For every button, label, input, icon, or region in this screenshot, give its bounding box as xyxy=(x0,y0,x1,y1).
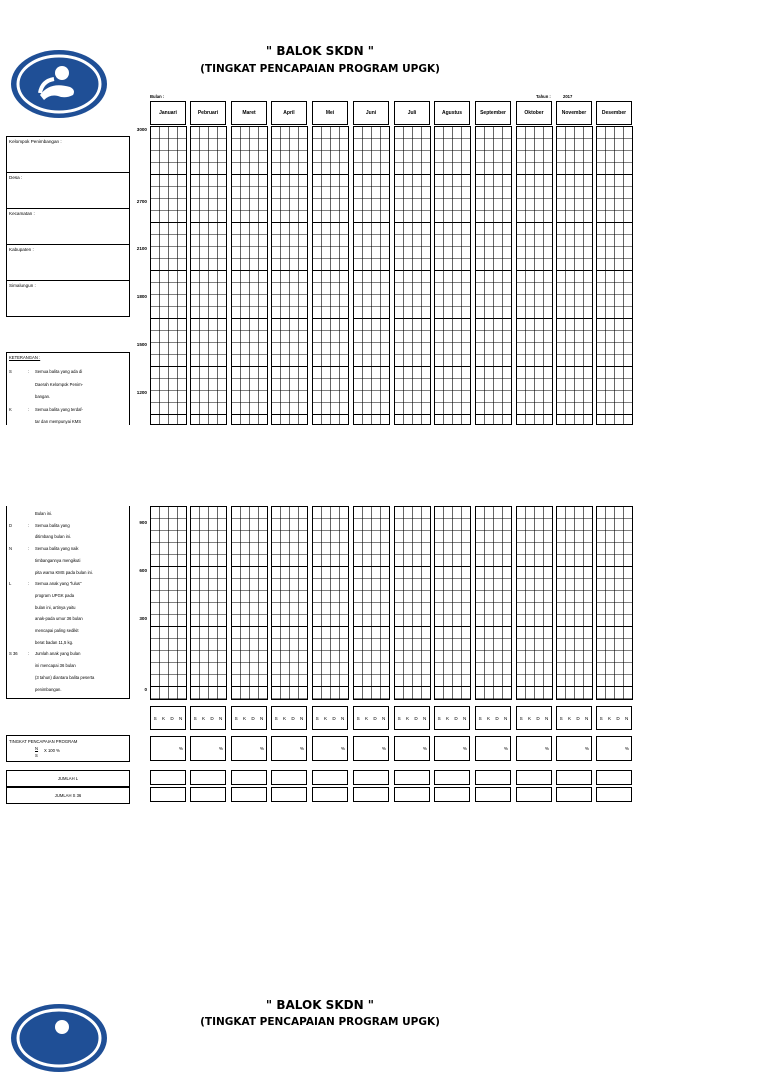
skdn-letter: N xyxy=(179,715,183,721)
skdn-letter: N xyxy=(504,715,508,721)
legend-text: ditimbang bulan ini. xyxy=(35,534,72,540)
y-tick-label: 0 xyxy=(144,687,147,692)
skdn-letters xyxy=(516,706,552,730)
percent-cell: % xyxy=(556,736,592,761)
jumlah-s36-cell xyxy=(394,787,430,802)
legend-text: Jumlah anak yang bulan xyxy=(35,651,81,657)
legend-colon: : xyxy=(28,651,30,657)
tahun-value: 2017 xyxy=(563,94,573,99)
health-logo-footer xyxy=(10,1003,108,1073)
jumlah-l-cell xyxy=(596,770,632,785)
percent-cell: % xyxy=(353,736,389,761)
month-header: April xyxy=(271,101,307,125)
skdn-letter: D xyxy=(495,715,499,721)
legend-text: Semua balita yang xyxy=(35,522,70,528)
formula-denominator: S xyxy=(35,753,38,758)
footer-subtitle: (TINGKAT PENCAPAIAN PROGRAM UPGK) xyxy=(200,1016,440,1028)
skdn-letter: S xyxy=(599,715,603,721)
legend-colon: : xyxy=(28,369,30,374)
bulan-label: Bulan : xyxy=(150,94,165,99)
y-tick-label: 1800 xyxy=(136,294,147,299)
footer-title: " BALOK SKDN " xyxy=(265,998,375,1012)
month-header: September xyxy=(475,101,511,125)
skdn-letter: K xyxy=(283,715,287,721)
month-grid-column xyxy=(556,126,593,425)
month-grid-column xyxy=(516,126,553,425)
skdn-letter: D xyxy=(454,715,458,721)
legend-key: N xyxy=(9,546,13,552)
legend-key: L xyxy=(9,581,12,587)
month-header: Maret xyxy=(231,101,267,125)
month-grid-column xyxy=(556,506,593,700)
legend-text: tar dan mempunyai KMS xyxy=(35,419,82,424)
keterangan-heading: KETERANGAN : xyxy=(9,355,41,360)
skdn-letter: K xyxy=(568,715,572,721)
skdn-letter: D xyxy=(291,715,295,721)
skdn-letter: K xyxy=(446,715,450,721)
percent-cell: % xyxy=(190,736,226,761)
info-field xyxy=(6,280,130,317)
legend-text: Daerah Kelompok Penim- xyxy=(35,381,83,387)
month-grid-column xyxy=(394,506,431,700)
info-field xyxy=(6,136,130,173)
jumlah-s36-cell xyxy=(434,787,470,802)
skdn-letter: K xyxy=(162,715,166,721)
legend-key: S xyxy=(9,369,12,374)
month-grid-column xyxy=(150,506,187,700)
jumlah-l-cell xyxy=(556,770,592,785)
jumlah-l-cell xyxy=(434,770,470,785)
month-grid-column xyxy=(231,506,268,700)
skdn-letters xyxy=(475,706,511,730)
skdn-letter: N xyxy=(300,715,304,721)
skdn-letter: D xyxy=(170,715,174,721)
jumlah-l-cell xyxy=(394,770,430,785)
skdn-letter: K xyxy=(243,715,247,721)
skdn-letter: D xyxy=(536,715,540,721)
skdn-letter: K xyxy=(608,715,612,721)
month-grid-column xyxy=(394,126,431,425)
month-grid-column xyxy=(190,506,227,700)
skdn-letter: S xyxy=(193,715,197,721)
percent-cell: % xyxy=(150,736,186,761)
month-grid-column xyxy=(312,506,349,700)
legend-key: K xyxy=(9,406,12,412)
legend-text: bulan ini, artinya yaitu xyxy=(35,604,76,610)
percent-cell: % xyxy=(271,736,307,761)
skdn-letter: S xyxy=(437,715,441,721)
skdn-letter: D xyxy=(373,715,377,721)
skdn-letter: K xyxy=(528,715,532,721)
legend-text: berat badan 11,5 kg. xyxy=(35,639,74,645)
skdn-letter: N xyxy=(219,715,223,721)
skdn-letter: D xyxy=(251,715,255,721)
jumlah-l-cell xyxy=(271,770,307,785)
skdn-letter: S xyxy=(153,715,157,721)
formula-multiplier: X 100 % xyxy=(44,748,60,753)
jumlah-s36-cell xyxy=(516,787,552,802)
skdn-letters xyxy=(190,706,226,730)
month-header: Agustus xyxy=(434,101,470,125)
y-tick-label: 1500 xyxy=(136,342,147,347)
month-header: Mei xyxy=(312,101,348,125)
skdn-letter: N xyxy=(382,715,386,721)
skdn-letter: N xyxy=(341,715,345,721)
skdn-letter: S xyxy=(519,715,523,721)
tahun-label: Tahun : xyxy=(536,94,551,99)
page-subtitle: (TINGKAT PENCAPAIAN PROGRAM UPGK) xyxy=(200,63,440,75)
legend-colon: : xyxy=(28,406,30,412)
jumlah-l-cell xyxy=(231,770,267,785)
month-grid-column xyxy=(150,126,187,425)
skdn-letters xyxy=(596,706,632,730)
info-field-label: Kelompok Penimbangan : xyxy=(9,139,62,144)
skdn-letter: S xyxy=(356,715,360,721)
legend-text: (3 tahun) diantara balita peserta xyxy=(35,674,95,680)
jumlah-l-cell xyxy=(516,770,552,785)
legend-text: anak-pada umur 36 bulan xyxy=(35,616,83,622)
skdn-letter: D xyxy=(616,715,620,721)
jumlah-s36-cell xyxy=(271,787,307,802)
jumlah-l-cell xyxy=(312,770,348,785)
info-field-label: Kecamatan : xyxy=(9,211,35,216)
month-grid-column xyxy=(190,126,227,425)
tingkat-label: TINGKAT PENCAPAIAN PROGRAM xyxy=(9,739,78,744)
y-tick-label: 2100 xyxy=(136,246,147,251)
info-field xyxy=(6,208,130,245)
skdn-letters xyxy=(394,706,430,730)
info-field xyxy=(6,244,130,281)
percent-cell: % xyxy=(516,736,552,761)
month-grid-column xyxy=(596,506,633,700)
legend-text: bangan. xyxy=(35,394,51,399)
percent-cell: % xyxy=(312,736,348,761)
health-logo xyxy=(10,49,108,119)
legend-text: pita warna KMS pada bulan ini. xyxy=(35,569,93,575)
skdn-letter: K xyxy=(406,715,410,721)
jumlah-s36-cell xyxy=(231,787,267,802)
skdn-letter: K xyxy=(202,715,206,721)
skdn-letter: N xyxy=(545,715,549,721)
skdn-letters xyxy=(434,706,470,730)
info-field-label: Kabupaten : xyxy=(9,247,34,252)
info-field xyxy=(6,172,130,209)
percent-cell: % xyxy=(596,736,632,761)
skdn-letters xyxy=(271,706,307,730)
jumlah-s36-cell xyxy=(475,787,511,802)
skdn-letter: D xyxy=(414,715,418,721)
month-header: Juni xyxy=(353,101,389,125)
skdn-letters xyxy=(231,706,267,730)
skdn-letter: D xyxy=(332,715,336,721)
y-tick-label: 300 xyxy=(139,616,147,621)
y-tick-label: 1200 xyxy=(136,390,147,395)
month-grid-column xyxy=(475,126,512,425)
legend-colon: : xyxy=(28,581,30,587)
month-grid-column xyxy=(271,126,308,425)
skdn-letters xyxy=(556,706,592,730)
y-tick-label: 900 xyxy=(139,520,147,525)
skdn-letters xyxy=(353,706,389,730)
skdn-letter: S xyxy=(274,715,278,721)
percent-cell: % xyxy=(475,736,511,761)
skdn-letter: N xyxy=(260,715,264,721)
legend-key: S 36 xyxy=(9,651,18,657)
tingkat-box xyxy=(6,735,130,762)
jumlah-l-cell xyxy=(190,770,226,785)
skdn-letters xyxy=(312,706,348,730)
skdn-letter: S xyxy=(315,715,319,721)
legend-text: Semua balita yang terdaf- xyxy=(35,406,83,412)
keterangan-box-bottom xyxy=(6,506,130,699)
jumlah-s36-label: JUMLAH S 36 xyxy=(6,787,130,804)
legend-colon: : xyxy=(28,522,30,528)
jumlah-s36-cell xyxy=(353,787,389,802)
skdn-letter: N xyxy=(423,715,427,721)
percent-cell: % xyxy=(434,736,470,761)
month-grid-column xyxy=(475,506,512,700)
skdn-letter: K xyxy=(324,715,328,721)
month-grid-column xyxy=(353,126,390,425)
skdn-letter: N xyxy=(585,715,589,721)
page-title: " BALOK SKDN " xyxy=(265,44,375,58)
jumlah-s36-cell xyxy=(596,787,632,802)
month-grid-column xyxy=(434,126,471,425)
legend-text: timbangannya mengikuti xyxy=(35,557,81,563)
jumlah-l-cell xyxy=(475,770,511,785)
jumlah-l-cell xyxy=(150,770,186,785)
legend-key: D xyxy=(9,522,13,528)
info-field-label: Simalungun : xyxy=(9,283,36,288)
month-header: Januari xyxy=(150,101,186,125)
skdn-letters xyxy=(150,706,186,730)
y-tick-label: 600 xyxy=(139,568,147,573)
skdn-letter: K xyxy=(487,715,491,721)
info-field-label: Desa : xyxy=(9,175,23,180)
skdn-letter: N xyxy=(463,715,467,721)
month-header: November xyxy=(556,101,592,125)
jumlah-l-cell xyxy=(353,770,389,785)
month-grid-column xyxy=(596,126,633,425)
y-tick-label: 3000 xyxy=(136,127,147,132)
jumlah-l-label: JUMLAH L xyxy=(6,770,130,787)
percent-cell: % xyxy=(231,736,267,761)
skdn-letter: N xyxy=(625,715,629,721)
legend-text: Semua balita yang naik xyxy=(35,546,79,552)
legend-colon: : xyxy=(28,546,30,552)
keterangan-box-top xyxy=(6,352,130,425)
month-grid-column xyxy=(271,506,308,700)
month-header: Oktober xyxy=(516,101,552,125)
skdn-letter: D xyxy=(210,715,214,721)
formula-numerator: N xyxy=(35,746,39,751)
skdn-letter: K xyxy=(365,715,369,721)
month-header: Desember xyxy=(596,101,632,125)
legend-text: mencapai paling sedikit xyxy=(35,628,79,633)
jumlah-s36-cell xyxy=(312,787,348,802)
jumlah-s36-cell xyxy=(556,787,592,802)
skdn-letter: S xyxy=(234,715,238,721)
skdn-letter: S xyxy=(478,715,482,721)
legend-text: Semua anak yang "lulus" xyxy=(35,581,82,587)
jumlah-s36-cell xyxy=(190,787,226,802)
legend-text: penimbangan. xyxy=(35,686,62,692)
skdn-letter: S xyxy=(559,715,563,721)
month-header: Pebruari xyxy=(190,101,226,125)
percent-cell: % xyxy=(394,736,430,761)
skdn-letter: D xyxy=(576,715,580,721)
legend-text: ini mencapai 36 bulan xyxy=(35,663,76,669)
legend-text: Semua balita yang ada di xyxy=(35,369,83,374)
skdn-letter: S xyxy=(397,715,401,721)
month-header: Juli xyxy=(394,101,430,125)
month-grid-column xyxy=(434,506,471,700)
month-grid-column xyxy=(353,506,390,700)
month-grid-column xyxy=(231,126,268,425)
legend-text: Bulan ini. xyxy=(35,511,53,516)
month-grid-column xyxy=(312,126,349,425)
month-grid-column xyxy=(516,506,553,700)
legend-text: program UPGK pada xyxy=(35,592,75,598)
jumlah-s36-cell xyxy=(150,787,186,802)
y-tick-label: 2700 xyxy=(136,199,147,204)
